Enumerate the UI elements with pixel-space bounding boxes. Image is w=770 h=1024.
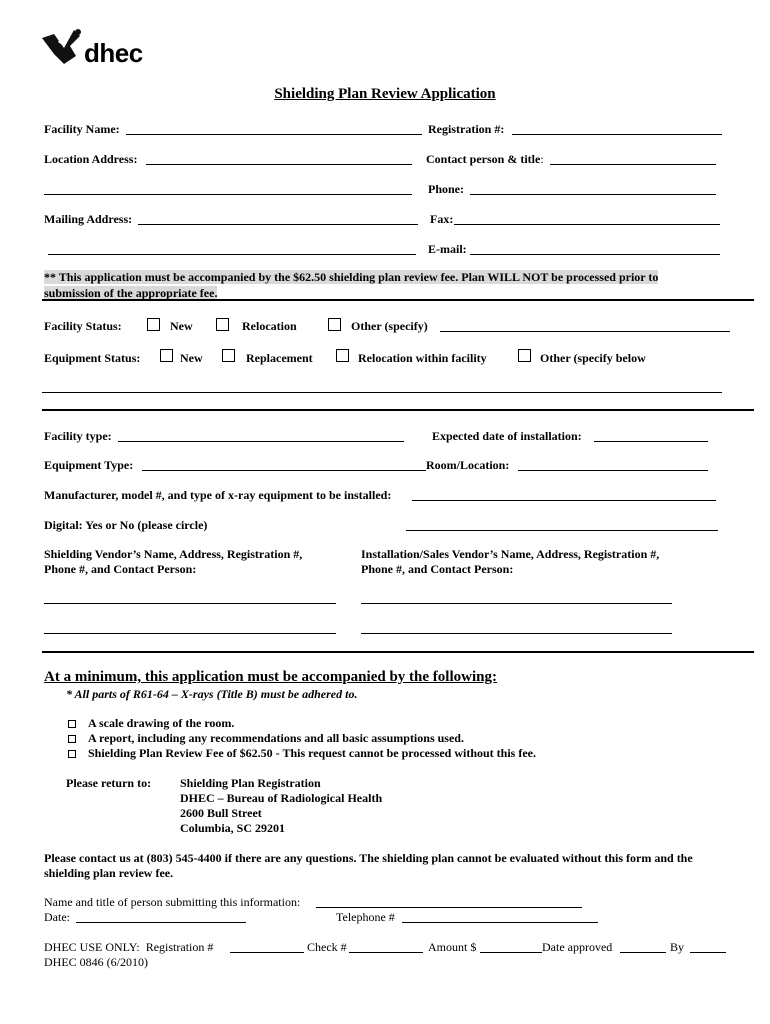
- registration-label: Registration #:: [428, 122, 505, 136]
- facility-status-relocation-checkbox[interactable]: [216, 318, 229, 331]
- date-label: Date:: [44, 910, 70, 924]
- room-location-field[interactable]: [520, 456, 706, 471]
- equipment-status-label: Equipment Status:: [44, 351, 141, 365]
- shielding-vendor-line-2[interactable]: [44, 633, 336, 634]
- equipment-status-replacement-checkbox[interactable]: [222, 349, 235, 362]
- fee-notice: [44, 269, 658, 301]
- contact-note: Please contact us at (803) 545-4400 if there are any questions. The shielding plan cannot be evaluated without this form and the shielding plan review fee.: [44, 851, 693, 880]
- contact-person-field[interactable]: [552, 150, 714, 165]
- requirement-item: A report, including any recommendations and all basic assumptions used.: [88, 731, 464, 745]
- installation-vendor-line-2[interactable]: [361, 633, 672, 634]
- email-field[interactable]: [472, 240, 718, 255]
- checkbox-bullet-icon: [68, 735, 76, 743]
- telephone-label: Telephone #: [336, 910, 395, 924]
- expected-date-field[interactable]: [596, 427, 706, 442]
- fax-label: Fax:: [430, 212, 454, 226]
- equipment-status-replacement-label: Replacement: [246, 351, 313, 365]
- expected-date-label: Expected date of installation:: [432, 429, 582, 443]
- equipment-status-other-checkbox[interactable]: [518, 349, 531, 362]
- checkbox-bullet-icon: [68, 750, 76, 758]
- section-divider: [42, 299, 754, 301]
- checkbox-bullet-icon: [68, 720, 76, 728]
- equipment-type-field[interactable]: [144, 456, 424, 471]
- equipment-status-other-field[interactable]: [44, 378, 720, 393]
- facility-status-new-checkbox[interactable]: [147, 318, 160, 331]
- submitter-field[interactable]: [318, 893, 580, 908]
- location-address-field[interactable]: [148, 150, 410, 165]
- shielding-vendor-label: Shielding Vendor’s Name, Address, Registration #, Phone #, and Contact Person:: [44, 547, 303, 576]
- facility-type-field[interactable]: [120, 427, 402, 442]
- facility-status-other-label: Other (specify): [351, 319, 428, 333]
- fax-field[interactable]: [456, 210, 718, 225]
- mailing-address-label: Mailing Address:: [44, 212, 133, 226]
- facility-status-new-label: New: [170, 319, 193, 333]
- facility-status-relocation-label: Relocation: [242, 319, 297, 333]
- email-label: E-mail:: [428, 242, 467, 256]
- mailing-address-line2-field[interactable]: [50, 240, 414, 255]
- section-divider: [42, 409, 754, 411]
- fee-notice-line1: ** This application must be accompanied by the $62.50 shielding plan review fee. Plan WILL NOT be processed prior to: [44, 270, 659, 284]
- requirement-item: A scale drawing of the room.: [88, 716, 235, 730]
- facility-name-field[interactable]: [128, 120, 420, 135]
- fee-notice-line2: submission of the appropriate fee.: [44, 286, 218, 300]
- room-location-label: Room/Location:: [426, 458, 510, 472]
- digital-label: Digital: Yes or No (please circle): [44, 518, 208, 532]
- facility-name-label: Facility Name:: [44, 122, 120, 136]
- facility-status-label: Facility Status:: [44, 319, 122, 333]
- requirements-subheading: * All parts of R61-64 – X-rays (Title B) must be adhered to.: [66, 687, 358, 701]
- manufacturer-label: Manufacturer, model #, and type of x-ray equipment to be installed:: [44, 488, 392, 502]
- location-address-line2-field[interactable]: [46, 180, 410, 195]
- form-number: DHEC 0846 (6/2010): [44, 955, 148, 969]
- return-to-label: Please return to:: [66, 776, 152, 790]
- facility-type-label: Facility type:: [44, 429, 112, 443]
- phone-field[interactable]: [472, 180, 714, 195]
- digital-field[interactable]: [408, 516, 716, 531]
- requirement-item: Shielding Plan Review Fee of $62.50 - This request cannot be processed without this fee.: [88, 746, 537, 760]
- date-field[interactable]: [78, 908, 244, 923]
- manufacturer-field[interactable]: [414, 486, 714, 501]
- return-address: Shielding Plan Registration DHEC – Bureau of Radiological Health 2600 Bull Street Columbia, SC 29201: [180, 776, 383, 835]
- date-approved-label: Date approved: [542, 940, 613, 954]
- telephone-field[interactable]: [404, 908, 596, 923]
- equipment-status-new-checkbox[interactable]: [160, 349, 173, 362]
- equipment-status-relocation-label: Relocation within facility: [358, 351, 487, 365]
- check-label: Check #: [307, 940, 347, 954]
- by-label: By: [670, 940, 685, 954]
- section-divider: [42, 651, 754, 653]
- dhec-logo: [40, 24, 160, 70]
- palmetto-leaf-icon: [40, 24, 86, 68]
- phone-label: Phone:: [428, 182, 464, 196]
- amount-label: Amount $: [428, 940, 477, 954]
- dhec-use-only-label: DHEC USE ONLY: Registration #: [44, 940, 214, 954]
- logo-wordmark: dhec: [84, 38, 143, 68]
- registration-field[interactable]: [514, 120, 720, 135]
- equipment-status-relocation-checkbox[interactable]: [336, 349, 349, 362]
- equipment-status-other-label: Other (specify below: [540, 351, 646, 365]
- equipment-type-label: Equipment Type:: [44, 458, 134, 472]
- requirements-heading: At a minimum, this application must be accompanied by the following:: [44, 669, 497, 685]
- location-address-label: Location Address:: [44, 152, 138, 166]
- facility-status-other-field[interactable]: [442, 317, 728, 332]
- equipment-status-new-label: New: [180, 351, 203, 365]
- page-title: Shielding Plan Review Application: [274, 86, 496, 102]
- shielding-vendor-line-1[interactable]: [44, 603, 336, 604]
- submitter-label: Name and title of person submitting this information:: [44, 895, 301, 909]
- mailing-address-field[interactable]: [140, 210, 416, 225]
- installation-vendor-line-1[interactable]: [361, 603, 672, 604]
- installation-vendor-label: Installation/Sales Vendor’s Name, Address, Registration #, Phone #, and Contact Person:: [361, 547, 660, 576]
- contact-person-label: Contact person & title:: [426, 152, 544, 166]
- facility-status-other-checkbox[interactable]: [328, 318, 341, 331]
